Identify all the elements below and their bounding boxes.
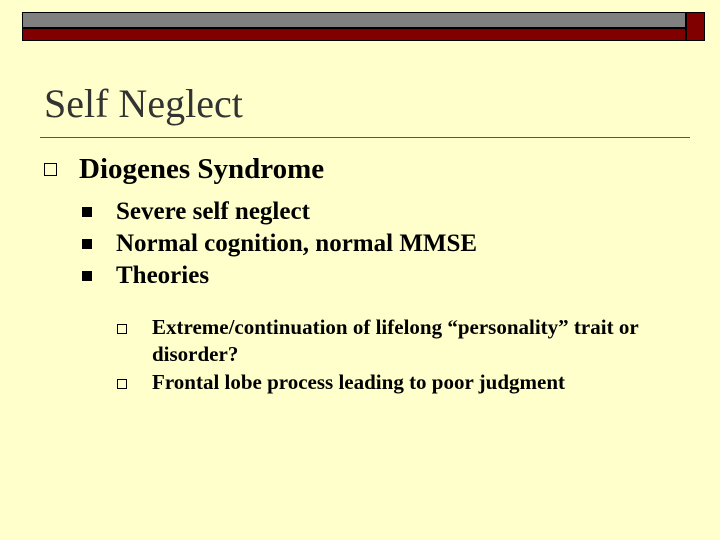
hollow-square-icon	[44, 163, 57, 176]
bullet-level3-item	[117, 369, 652, 396]
filled-square-icon	[82, 207, 92, 217]
bullet-level2-list	[82, 196, 477, 292]
hollow-square-icon	[117, 324, 127, 334]
slide-title: Self Neglect	[44, 81, 243, 126]
filled-square-icon	[82, 239, 92, 249]
header-corner-block	[686, 12, 705, 41]
bullet-level2-text: Theories	[116, 262, 210, 289]
header-band-red	[22, 28, 686, 41]
bullet-level2-text: Severe self neglect	[116, 198, 310, 225]
bullet-level3-list	[117, 314, 652, 397]
bullet-level2-text: Normal cognition, normal MMSE	[116, 230, 478, 257]
bullet-level2-item	[82, 228, 477, 260]
bullet-level1-text: Diogenes Syndrome	[79, 153, 325, 185]
title-divider	[40, 137, 690, 138]
filled-square-icon	[82, 271, 92, 281]
header-band-gray	[22, 12, 686, 28]
bullet-level3-text: Frontal lobe process leading to poor judgment	[152, 370, 566, 394]
bullet-level1	[44, 150, 324, 188]
hollow-square-icon	[117, 379, 127, 389]
bullet-level3-item	[117, 314, 652, 368]
bullet-level2-item	[82, 260, 477, 292]
bullet-level3-text: Extreme/continuation of lifelong “personality” trait or disorder?	[152, 315, 639, 366]
bullet-level2-item	[82, 196, 477, 228]
